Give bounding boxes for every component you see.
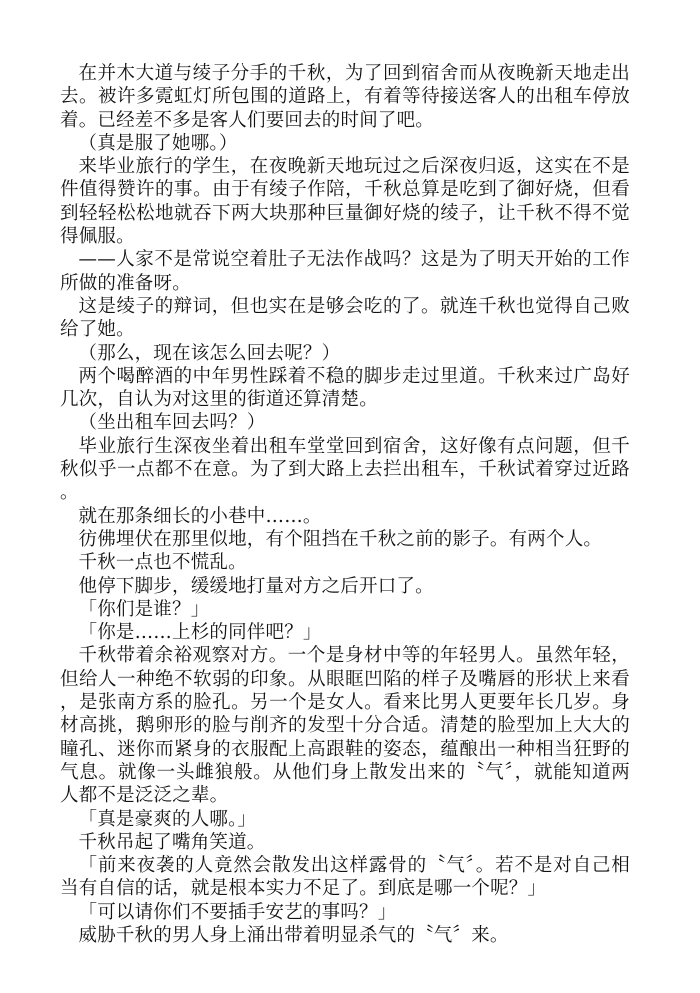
paragraph: （坐出租车回去吗？） xyxy=(78,412,266,434)
paragraph: 就在那条细长的小巷中……。 xyxy=(78,505,322,527)
paragraph: 毕业旅行生深夜坐着出租车堂堂回到宿舍，这好像有点问题，但千秋似乎一点都不在意。为了到大路上去拦出租车，千秋试着穿过近路。 xyxy=(60,435,630,504)
paragraph: 他停下脚步，缓缓地打量对方之后开口了。 xyxy=(78,575,434,597)
paragraph: （真是服了她哪。） xyxy=(78,132,238,154)
paragraph: 「可以请你们不要插手安艺的事吗？」 xyxy=(78,901,397,923)
paragraph: 这是绫子的辩词，但也实在是够会吃的了。就连千秋也觉得自己败给了她。 xyxy=(60,295,630,341)
paragraph: 「前来夜袭的人竟然会散发出这样露骨的〝气〞。若不是对自己相当有自信的话，就是根本实力不足了。到底是哪一个呢？」 xyxy=(60,855,630,900)
paragraph: ——人家不是常说空着肚子无法作战吗？这是为了明天开始的工作所做的准备呀。 xyxy=(60,249,630,294)
paragraph: 「真是豪爽的人哪。」 xyxy=(78,808,257,830)
paragraph: 在并木大道与绫子分手的千秋，为了回到宿舍而从夜晚新天地走出去。被许多霓虹灯所包围的道路上，有着等待接送客人的出租车停放着。已经差不多是客人们要回去的时间了吧。 xyxy=(60,63,630,131)
paragraph: 彷佛埋伏在那里似地，有个阻挡在千秋之前的影子。有两个人。 xyxy=(78,528,603,550)
paragraph: 威胁千秋的男人身上涌出带着明显杀气的〝气〞来。 xyxy=(78,924,509,946)
paragraph: 千秋吊起了嘴角笑道。 xyxy=(78,831,266,853)
paragraph: 「你是……上杉的同伴吧？」 xyxy=(78,622,322,644)
paragraph: 千秋一点也不慌乱。 xyxy=(78,552,247,574)
page-body xyxy=(60,62,630,947)
paragraph: 「你们是谁？」 xyxy=(78,598,210,620)
paragraph: 两个喝醉酒的中年男性踩着不稳的脚步走过里道。千秋来过广岛好几次，自认为对这里的街道还算清楚。 xyxy=(60,365,630,411)
paragraph: 来毕业旅行的学生，在夜晚新天地玩过之后深夜归返，这实在不是件值得赞许的事。由于有绫子作陪，千秋总算是吃到了御好烧，但看到轻轻松松地就吞下两大块那种巨量御好烧的绫子，让千秋不得不觉得佩服。 xyxy=(60,156,630,248)
paragraph: 千秋带着余裕观察对方。一个是身材中等的年轻男人。虽然年轻，但给人一种绝不软弱的印象。从眼眶凹陷的样子及嘴唇的形状上来看，是张南方系的脸孔。另一个是女人。看来比男人更要年长几岁。身材高挑，鹅卵形的脸与削齐的发型十分合适。清楚的脸型加上大大的瞳孔、迷你而紧身的衣服配上高跟鞋的姿态，蕴酿出一种相当狂野的气息。就像一头雌狼般。从他们身上散发出来的〝气〞，就能知道两人都不是泛泛之辈。 xyxy=(60,645,630,807)
paragraph: （那么，现在该怎么回去呢？） xyxy=(78,342,341,364)
